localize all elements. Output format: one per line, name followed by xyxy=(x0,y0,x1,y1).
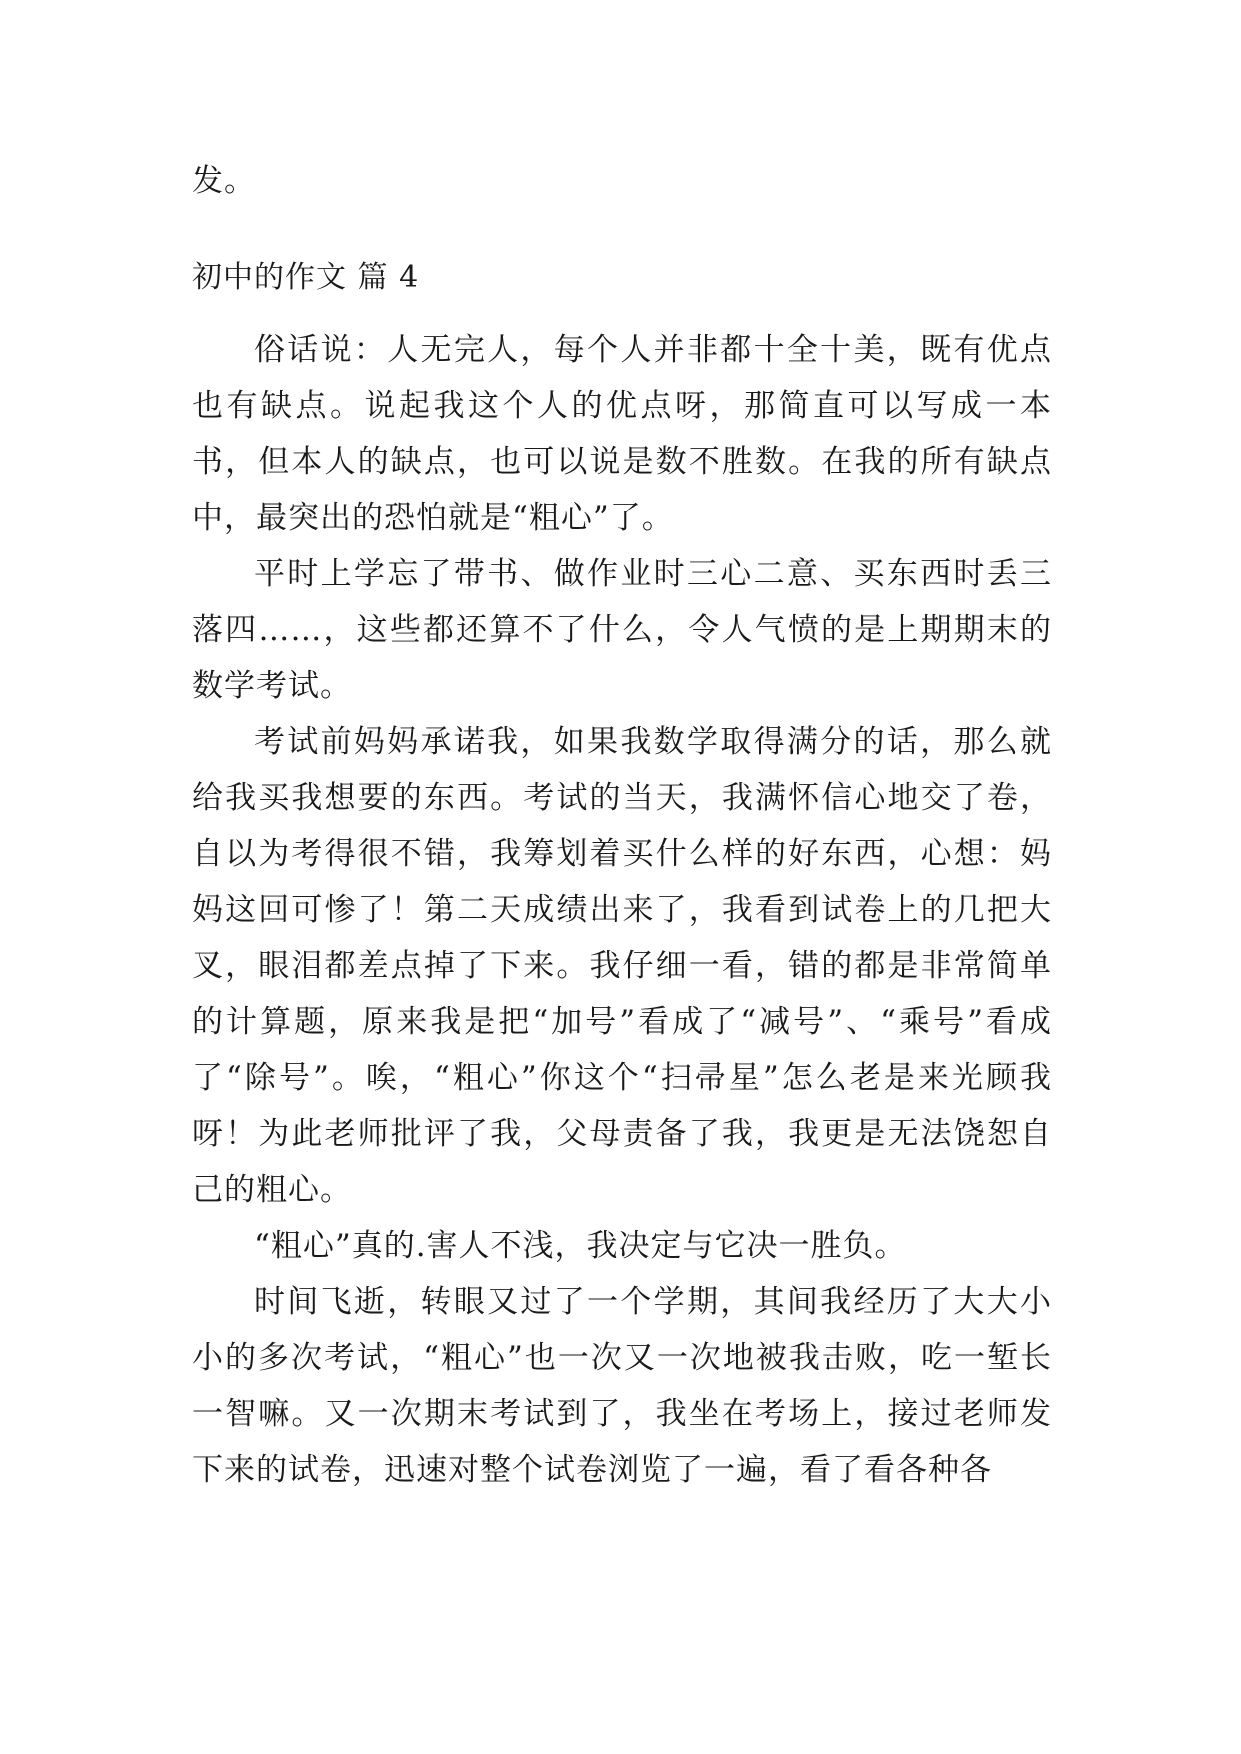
paragraph-5: 时间飞逝，转眼又过了一个学期，其间我经历了大大小小的多次考试，“粗心”也一次又一次地被我击败，吃一堑长一智嘛。又一次期末考试到了，我坐在考场上，接过老师发下来的试卷，迅速对整个试卷浏览了一遍，看了看各种各 xyxy=(192,1284,1052,1488)
essay-body xyxy=(192,322,1052,1498)
lead-fragment: 发。 xyxy=(192,163,256,199)
paragraph-2: 平时上学忘了带书、做作业时三心二意、买东西时丢三落四……，这些都还算不了什么，令人气愤的是上期期末的数学考试。 xyxy=(192,556,1052,704)
paragraph-1: 俗话说：人无完人，每个人并非都十全十美，既有优点也有缺点。说起我这个人的优点呀，那简直可以写成一本书，但本人的缺点，也可以说是数不胜数。在我的所有缺点中，最突出的恐怕就是“粗心”了。 xyxy=(192,332,1052,536)
paragraph-4: “粗心”真的.害人不浅，我决定与它决一胜负。 xyxy=(254,1228,907,1264)
essay-heading: 初中的作文 篇 4 xyxy=(192,260,420,295)
paragraph-3: 考试前妈妈承诺我，如果我数学取得满分的话，那么就给我买我想要的东西。考试的当天，我满怀信心地交了卷，自以为考得很不错，我筹划着买什么样的好东西，心想：妈妈这回可惨了！第二天成绩出来了，我看到试卷上的几把大叉，眼泪都差点掉了下来。我仔细一看，错的都是非常简单的计算题，原来我是把“加号”看成了“减号”、“乘号”看成了“除号”。唉，“粗心”你这个“扫帚星”怎么老是来光顾我呀！为此老师批评了我，父母责备了我，我更是无法饶恕自己的粗心。 xyxy=(192,724,1052,1208)
